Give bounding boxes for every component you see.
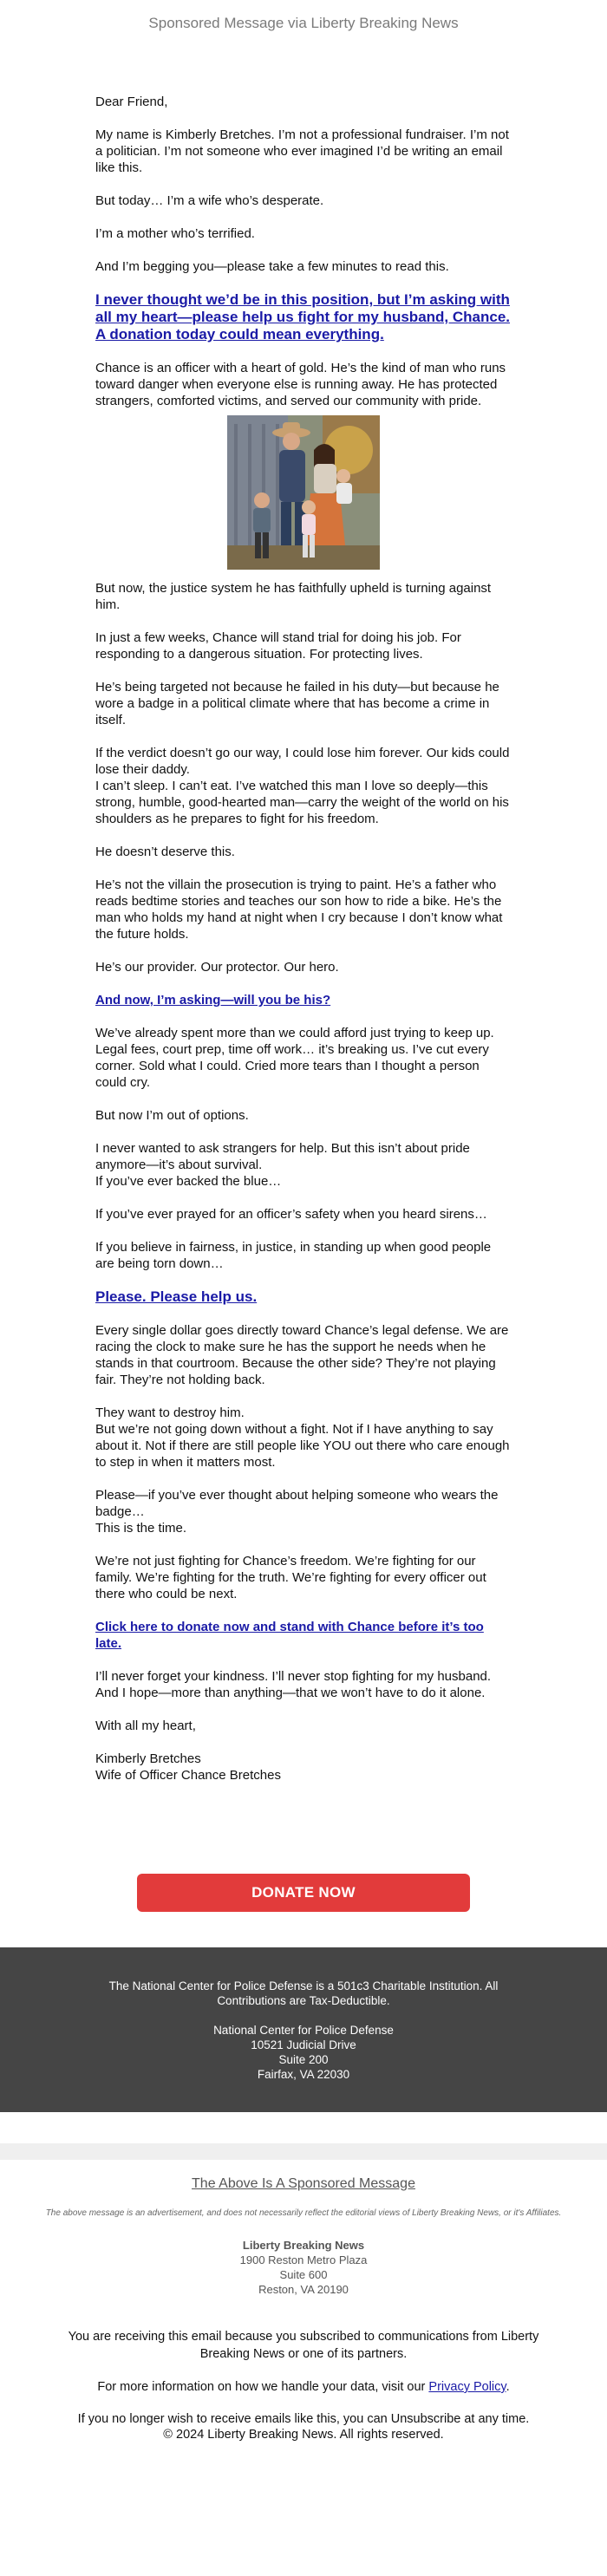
line: This is the time. — [95, 1521, 187, 1536]
unsubscribe-text[interactable]: If you no longer wish to receive emails like this, you can Unsubscribe at any time. — [77, 2412, 530, 2426]
publisher-suite: Suite 600 — [279, 2268, 328, 2281]
letter-paragraph: Every single dollar goes directly toward Chance’s legal defense. We are racing the clock to make sure he has the support he needs when he stands in that courtroom. Because the other side? They’re not playing fair. They’re not holding back. — [95, 1323, 509, 1387]
privacy-suffix: . — [506, 2380, 510, 2394]
letter-paragraph: I’m a mother who’s terrified. — [95, 226, 255, 241]
line: They want to destroy him. — [95, 1405, 245, 1420]
disclaimer: The above message is an advertisement, and does not necessarily reflect the editorial views of Liberty Breaking News, or it's Affiliates. — [45, 2208, 562, 2218]
letter-paragraph: My name is Kimberly Bretches. I’m not a professional fundraiser. I’m not a politician. I’m not someone who ever imagined I’d be writing an email like this. — [95, 127, 509, 175]
line: I never wanted to ask strangers for help. But this isn’t about pride anymore—it’s about survival. — [95, 1141, 470, 1172]
letter-paragraph: He’s being targeted not because he failed in his duty—but because he wore a badge in a political climate where that has become a crime in itself. — [95, 680, 499, 727]
letter-body — [95, 94, 512, 1800]
donate-now-button[interactable]: DONATE NOW — [137, 1874, 470, 1912]
letter-paragraph: In just a few weeks, Chance will stand trial for doing his job. For responding to a dangerous situation. For protecting lives. — [95, 630, 461, 662]
letter-paragraph: But now, the justice system he has faithfully upheld is turning against him. — [95, 581, 492, 612]
line: I can’t sleep. I can’t eat. I’ve watched this man I love so deeply—this strong, humble, good-hearted man—carry the weight of the world on his shoulders as he prepares to fight for his freedom. — [95, 779, 509, 826]
org-info-band — [0, 1947, 607, 2112]
sponsor-header-text: Sponsored Message via Liberty Breaking News — [148, 15, 459, 31]
donate-link-please[interactable]: Please. Please help us. — [95, 1288, 258, 1305]
privacy-notice — [61, 2378, 546, 2396]
footer — [0, 2176, 607, 2458]
line: If the verdict doesn’t go our way, I could lose him forever. Our kids could lose their daddy. — [95, 746, 510, 777]
greeting: Dear Friend, — [95, 95, 168, 109]
donate-link-heart[interactable]: I never thought we’d be in this position, but I’m asking with all my heart—please help us fight for my husband, Chance. A donation today could mean everything. — [95, 291, 510, 342]
signature — [95, 1751, 512, 1784]
family-photo — [227, 415, 380, 570]
line: If you’ve ever backed the blue… — [95, 1174, 282, 1189]
publisher-city: Reston, VA 20190 — [258, 2283, 349, 2296]
signature-title: Wife of Officer Chance Bretches — [95, 1768, 281, 1783]
publisher-street: 1900 Reston Metro Plaza — [239, 2253, 368, 2266]
letter-paragraph: We’ve already spent more than we could afford just trying to keep up. Legal fees, court prep, time off work… it’s breaking us. I’ve cut every corner. Sold what I could. Cried more tears than I thought a person could cry. — [95, 1026, 494, 1090]
letter-paragraph: If you’ve ever prayed for an officer’s safety when you heard sirens… — [95, 1207, 487, 1222]
letter-paragraph: If you believe in fairness, in justice, in standing up when good people are being torn down… — [95, 1240, 492, 1271]
donate-link-will-you[interactable]: And now, I’m asking—will you be his? — [95, 993, 331, 1008]
divider — [0, 2143, 607, 2160]
org-name: National Center for Police Defense — [213, 2024, 394, 2037]
signoff: With all my heart, — [95, 1718, 196, 1733]
line: Please—if you’ve ever thought about helping someone who wears the badge… — [95, 1488, 499, 1519]
copyright: © 2024 Liberty Breaking News. All rights reserved. — [163, 2428, 444, 2442]
publisher-address — [0, 2238, 607, 2297]
org-tax-statement: The National Center for Police Defense is a 501c3 Charitable Institution. All Contributions are Tax-Deductible. — [108, 1979, 499, 2007]
sponsored-title: The Above Is A Sponsored Message — [192, 2176, 415, 2191]
letter-paragraph: But now I’m out of options. — [95, 1108, 249, 1123]
subscription-notice: You are receiving this email because you subscribed to communications from Liberty Breaking News or one of its partners. — [68, 2330, 539, 2361]
letter-paragraph: He’s our provider. Our protector. Our hero. — [95, 960, 339, 975]
letter-paragraph — [95, 745, 512, 827]
donate-link-click-here[interactable]: Click here to donate now and stand with Chance before it’s too late. — [95, 1620, 484, 1651]
org-city: Fairfax, VA 22030 — [257, 2068, 350, 2081]
letter-paragraph: We’re not just fighting for Chance’s freedom. We’re fighting for our family. We’re fighting for the truth. We’re fighting for every officer out there who could be next. — [95, 1554, 486, 1601]
sponsor-header — [0, 0, 607, 50]
privacy-policy-link[interactable]: Privacy Policy — [428, 2380, 506, 2394]
org-address — [0, 2023, 607, 2082]
letter-paragraph: He’s not the villain the prosecution is trying to paint. He’s a father who reads bedtime stories and teaches our son how to ride a bike. He’s the man who holds my hand at night when I cry because I don’t know what the future holds. — [95, 877, 503, 942]
org-street: 10521 Judicial Drive — [251, 2038, 356, 2051]
letter-paragraph: He doesn’t deserve this. — [95, 845, 235, 859]
org-suite: Suite 200 — [278, 2053, 329, 2066]
letter-paragraph: Chance is an officer with a heart of gold. He’s the kind of man who runs toward danger when everyone else is running away. He has protected strangers, comforted victims, and served our community with pride. — [95, 361, 506, 408]
letter-paragraph — [95, 1487, 512, 1536]
letter-paragraph — [95, 1405, 512, 1471]
publisher-name: Liberty Breaking News — [242, 2239, 365, 2252]
signature-name: Kimberly Bretches — [95, 1751, 201, 1766]
letter-paragraph: I’ll never forget your kindness. I’ll never stop fighting for my husband. And I hope—more than anything—that we won’t have to do it alone. — [95, 1669, 492, 1700]
letter-paragraph: And I’m begging you—please take a few minutes to read this. — [95, 259, 449, 274]
letter-paragraph — [95, 1140, 512, 1190]
line: But we’re not going down without a fight. Not if I have anything to say about it. Not if there are still people like YOU out there who care enough to step in when it matters most. — [95, 1422, 510, 1470]
privacy-prefix: For more information on how we handle your data, visit our — [97, 2380, 426, 2394]
legal-notice — [61, 2411, 546, 2442]
letter-paragraph: But today… I’m a wife who’s desperate. — [95, 193, 324, 208]
